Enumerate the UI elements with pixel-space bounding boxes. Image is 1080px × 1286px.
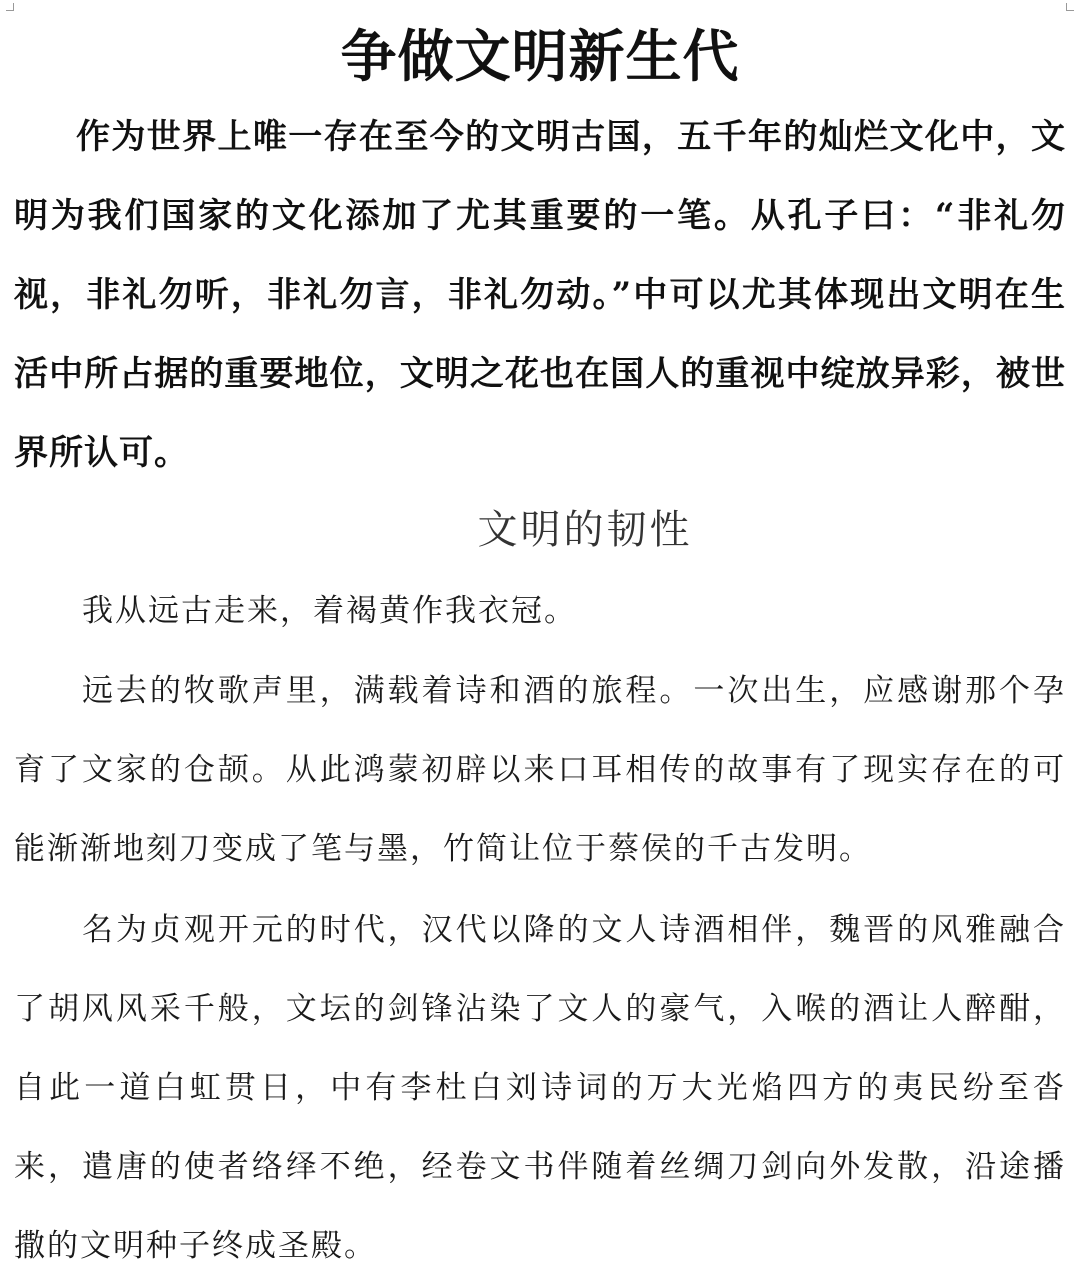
body-paragraph-1: 我从远古走来，着褐黄作我衣冠。	[82, 593, 577, 629]
page-corner-mark-left	[6, 3, 14, 11]
page-corner-mark-right	[1066, 3, 1074, 11]
document-title: 争做文明新生代	[340, 24, 740, 90]
body-paragraph-2: 远去的牧歌声里，满载着诗和酒的旅程。一次出生，应感谢那个孕育了文家的仓颉。从此鸿蒙初辟以来口耳相传的故事有了现实存在的可能渐渐地刻刀变成了笔与墨，竹简让位于蔡侯的千古发明。	[14, 673, 1066, 867]
intro-paragraph: 作为世界上唯一存在至今的文明古国，五千年的灿烂文化中，文明为我们国家的文化添加了尤其重要的一笔。从孔子曰：“非礼勿视，非礼勿听，非礼勿言，非礼勿动。”中可以尤其体现出文明在生活中所占据的重要地位，文明之花也在国人的重视中绽放异彩，被世界所认可。	[14, 117, 1066, 473]
section-title: 文明的韧性	[477, 507, 693, 553]
body-paragraph-3: 名为贞观开元的时代，汉代以降的文人诗酒相伴，魏晋的风雅融合了胡风风采千般，文坛的剑锋沾染了文人的豪气，入喉的酒让人醉酣，自此一道白虹贯日，中有李杜白刘诗词的万大光焰四方的夷民纷至沓来，遣唐的使者络绎不绝，经卷文书伴随着丝绸刀剑向外发散，沿途播撒的文明种子终成圣殿。	[14, 912, 1066, 1264]
